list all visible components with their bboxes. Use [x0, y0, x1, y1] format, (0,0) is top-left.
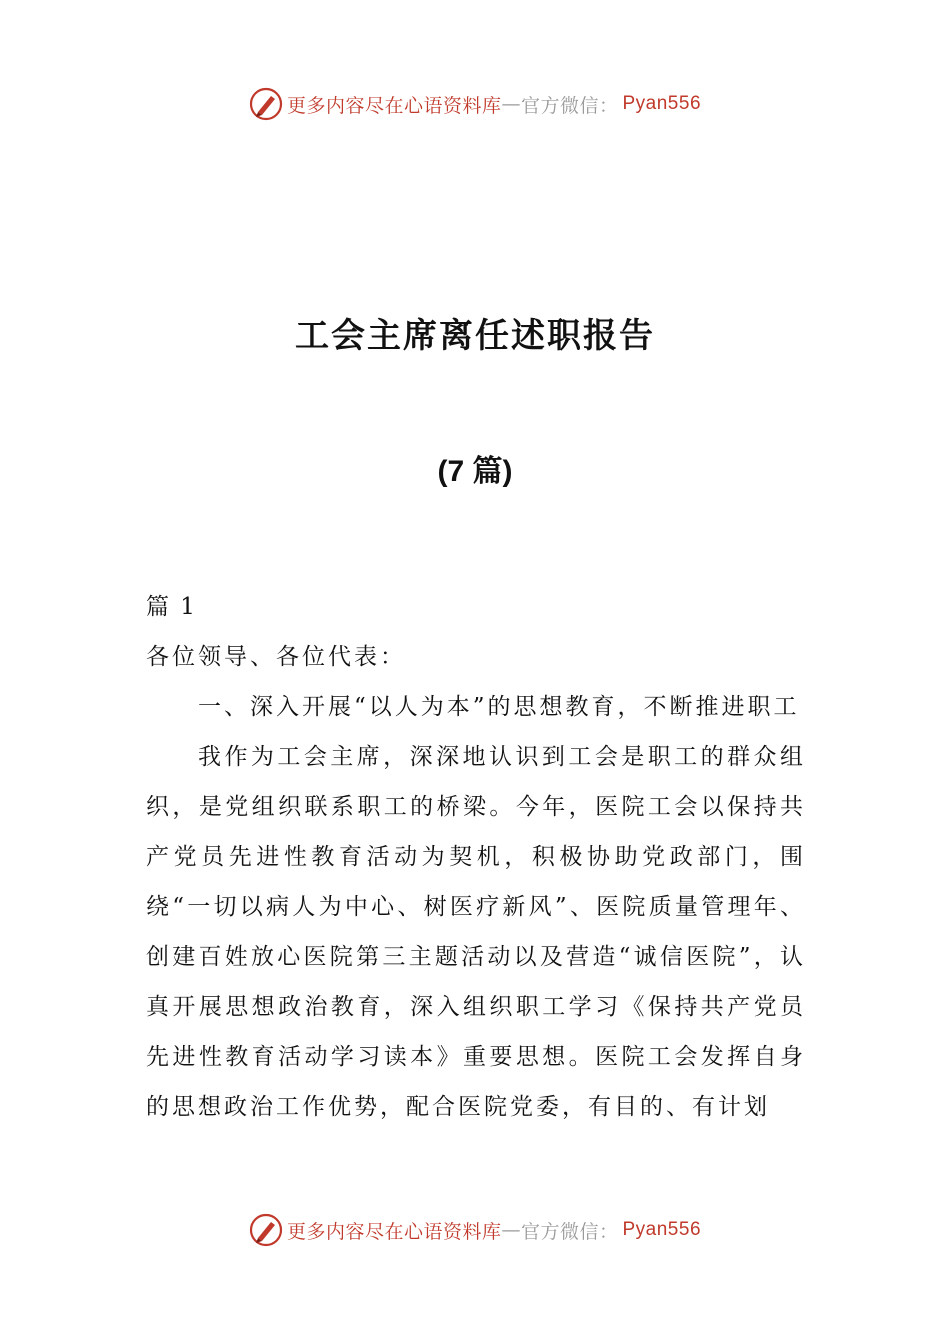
header-watermark	[0, 84, 950, 124]
watermark-wechat-id: Pyan556	[622, 93, 702, 114]
section-heading: 一、深入开展“以人为本”的思想教育，不断推进职工	[198, 694, 800, 720]
watermark-official-label: 官方微信：	[520, 1220, 619, 1243]
pen-logo-icon	[249, 87, 283, 121]
footer-watermark	[0, 1210, 950, 1250]
pen-logo-icon	[249, 1213, 283, 1247]
body-paragraph: 我作为工会主席，深深地认识到工会是职工的群众组织，是党组织联系职工的桥梁。今年，医院工会以保持共产党员先进性教育活动为契机，积极协助党政部门，围绕“一切以病人为中心、树医疗新风”、医院质量管理年、创建百姓放心医院第三主题活动以及营造“诚信医院”，认真开展思想政治教育，深入组织职工学习《保持共产党员先进性教育活动学习读本》重要思想。医院工会发挥自身的思想政治工作优势，配合医院党委，有目的、有计划	[146, 744, 806, 1120]
watermark-main-text: 更多内容尽在心语资料库	[286, 1220, 502, 1243]
document-body	[146, 582, 806, 1132]
section-label: 篇 1	[146, 594, 197, 620]
watermark-separator: —	[501, 1219, 521, 1241]
watermark-main-text: 更多内容尽在心语资料库	[286, 94, 502, 117]
watermark-official-label: 官方微信：	[520, 94, 619, 117]
watermark-wechat-id: Pyan556	[622, 1219, 702, 1240]
salutation: 各位领导、各位代表：	[146, 644, 406, 670]
document-title: 工会主席离任述职报告	[295, 316, 655, 356]
watermark-separator: —	[501, 93, 521, 115]
document-subtitle: (7 篇)	[437, 455, 513, 488]
